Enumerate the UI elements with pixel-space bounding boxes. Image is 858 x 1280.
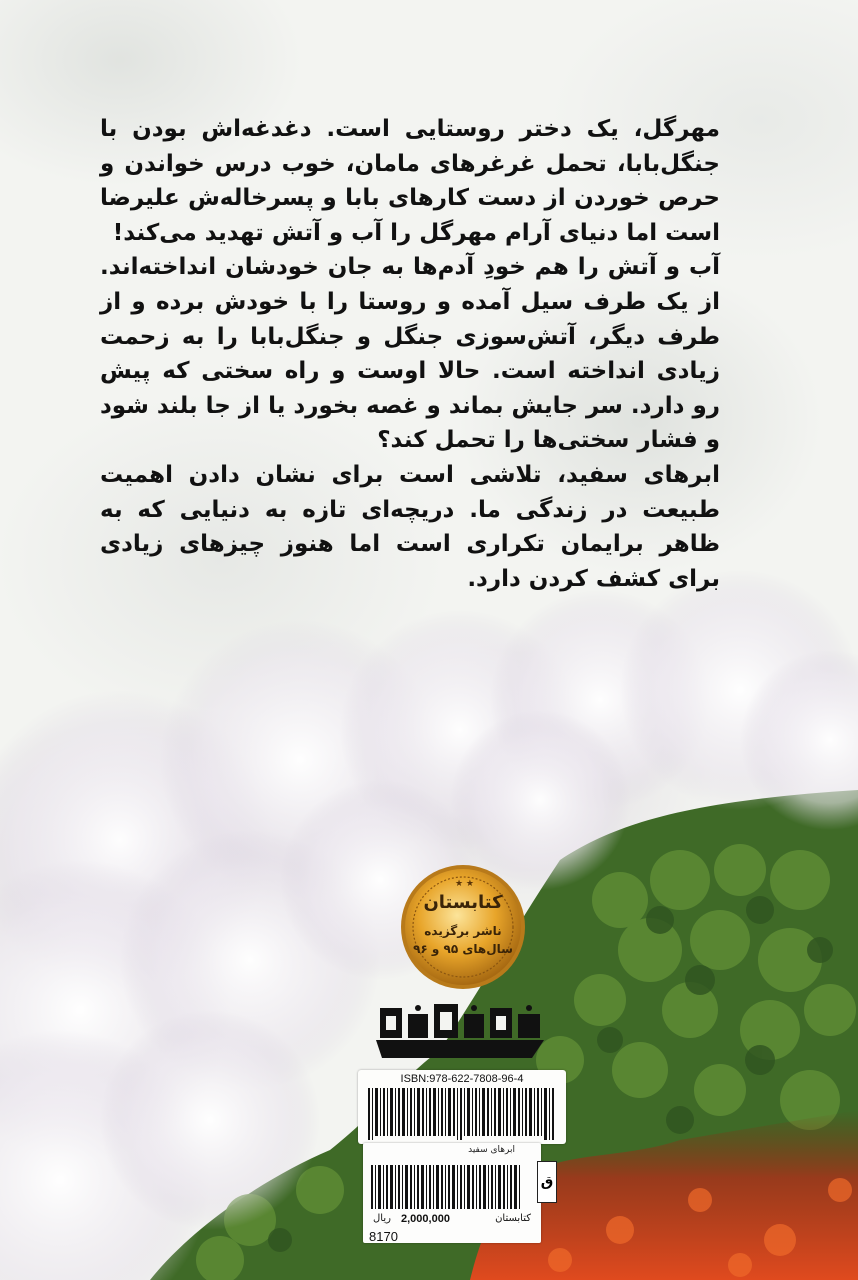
price-barcode [371,1165,521,1209]
badge-publisher-name: کتابستان [423,892,503,913]
description-paragraph-1: مهرگل، یک دختر روستایی است. دغدغه‌اش بودن با جنگل‌بابا، تحمل غرغرهای مامان، خوب درس خواندن و حرص خوردن از دست کارهای بابا و پسرخاله‌ش علیرضا است اما دنیای آرام مهرگل را آب و آتش تهدید می‌کند! [100,116,720,246]
badge-line-1: ناشر برگزیده [424,924,502,938]
price-currency: ریال [373,1213,391,1224]
isbn-barcode [364,1088,560,1140]
price-store-name: کتابستان [495,1213,531,1224]
price-row [367,1213,535,1227]
price-sticker-letter: ق [537,1161,557,1203]
isbn-barcode-sticker [358,1070,566,1144]
description-paragraph-3: ابرهای سفید، تلاشی است برای نشان دادن اهمیت طبیعت در زندگی ما. دریچه‌ای تازه به دنیایی که به ظاهر برایمان تکراری است اما هنوز چیزهای زیادی برای کشف کردن دارد. [100,461,720,592]
price-sticker [363,1143,554,1244]
price-code: 8170 [369,1229,398,1244]
publisher-logo-mark [372,1000,548,1062]
book-description [100,112,720,596]
description-paragraph-2: آب و آتش را هم خودِ آدم‌ها به جان خودشان انداخته‌اند. از یک طرف سیل آمده و روستا را با خودش برده و از طرف دیگر، آتش‌سوزی جنگل و جنگل‌بابا را به زحمت زیادی انداخته است. حالا اوست و راه سختی که پیش رو دارد. سر جایش بماند و غصه بخورد یا از جا بلند شود و فشار سختی‌ها را تحمل کند؟ [100,254,720,454]
badge-line-2: سال‌های ۹۵ و ۹۶ [413,942,513,956]
price-amount: 2,000,000 [401,1213,450,1225]
award-badge [400,864,526,990]
price-sticker-title: ابرهای سفید [468,1145,515,1155]
svg-text:★ ★: ★ ★ [455,879,474,889]
publisher-logo [372,1000,548,1062]
isbn-label: ISBN:978-622-7808-96-4 [400,1073,524,1085]
